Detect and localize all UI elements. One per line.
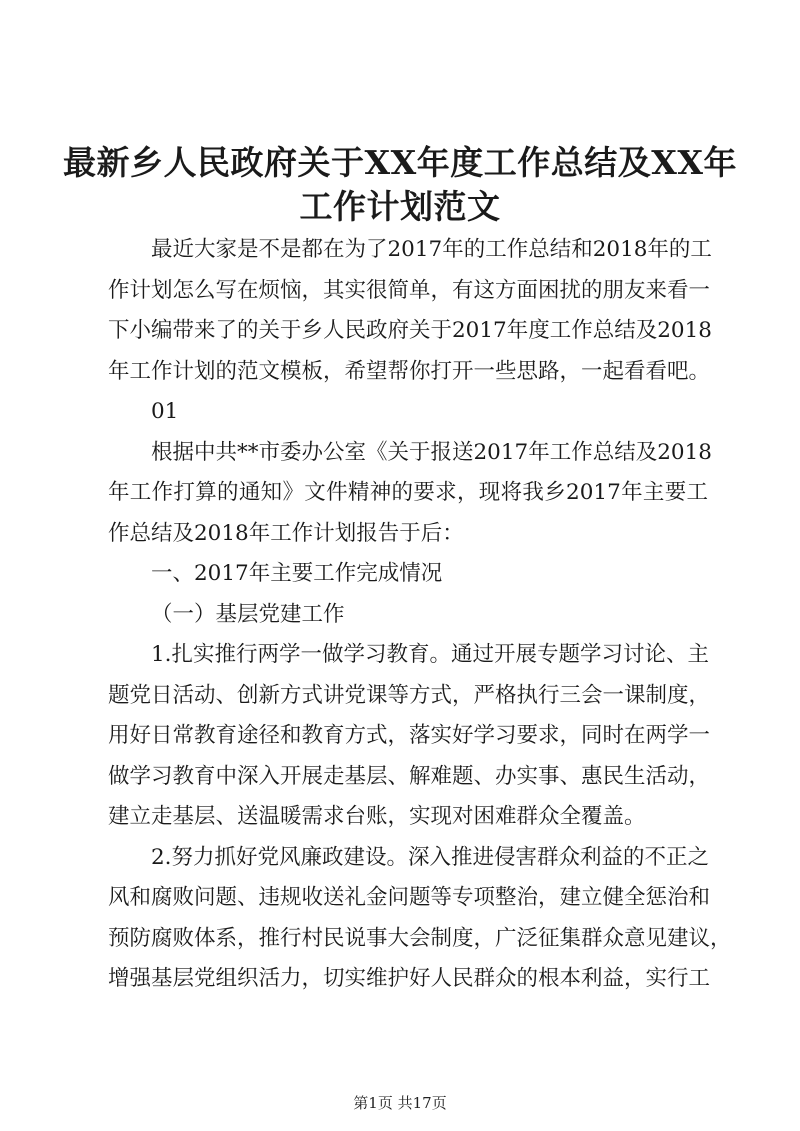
paragraph-line: 1.扎实推行两学一做学习教育。通过开展专题学习讨论、主 xyxy=(151,642,710,667)
paragraph-line: 最近大家是不是都在为了2017年的工作总结和2018年的工 xyxy=(151,237,712,262)
document-title-line-1: 最新乡人民政府关于XX年度工作总结及XX年 xyxy=(63,143,737,182)
paragraph-line: 建立走基层、送温暖需求台账，实现对困难群众全覆盖。 xyxy=(108,804,646,829)
paragraph-line: 一、2017年主要工作完成情况 xyxy=(151,561,443,586)
document-body xyxy=(108,230,732,1000)
paragraph-line: 用好日常教育途径和教育方式，落实好学习要求，同时在两学一 xyxy=(108,723,711,748)
paragraph-line: 题党日活动、创新方式讲党课等方式，严格执行三会一课制度， xyxy=(108,682,711,708)
paragraph-line: 下小编带来了的关于乡人民政府关于2017年度工作总结及2018 xyxy=(108,318,712,343)
paragraph xyxy=(108,838,732,1000)
paragraph-line: 做学习教育中深入开展走基层、解难题、办实事、惠民生活动， xyxy=(108,763,711,789)
paragraph-line: 2.努力抓好党风廉政建设。深入推进侵害群众利益的不正之 xyxy=(151,844,710,870)
paragraph-line: 风和腐败问题、违规收送礼金问题等专项整治，建立健全惩治和 xyxy=(108,885,711,910)
paragraph xyxy=(108,392,708,433)
paragraph xyxy=(108,230,712,392)
paragraph xyxy=(108,554,708,595)
paragraph-line: 作总结及2018年工作计划报告于后： xyxy=(108,520,464,546)
paragraph-line: 年工作计划的范文模板，希望帮你打开一些思路，一起看看吧。 xyxy=(108,358,711,384)
paragraph-line: 01 xyxy=(151,399,179,424)
paragraph-line: 预防腐败体系，推行村民说事大会制度，广泛征集群众意见建议， xyxy=(108,925,732,951)
paragraph xyxy=(108,595,708,636)
paragraph-line: 作计划怎么写在烦恼，其实很简单，有这方面困扰的朋友来看一 xyxy=(108,277,711,303)
paragraph-line: 根据中共**市委办公室《关于报送2017年工作总结及2018 xyxy=(151,439,712,465)
paragraph xyxy=(108,433,712,555)
paragraph-line: 年工作打算的通知》文件精神的要求，现将我乡2017年主要工 xyxy=(108,480,708,505)
page-footer: 第1页 共17页 xyxy=(353,1094,447,1112)
paragraph-line: （一）基层党建工作 xyxy=(151,601,345,627)
paragraph xyxy=(108,635,711,838)
paragraph-line: 增强基层党组织活力，切实维护好人民群众的根本利益，实行工 xyxy=(108,966,711,991)
document-title-line-2: 工作计划范文 xyxy=(299,187,501,226)
